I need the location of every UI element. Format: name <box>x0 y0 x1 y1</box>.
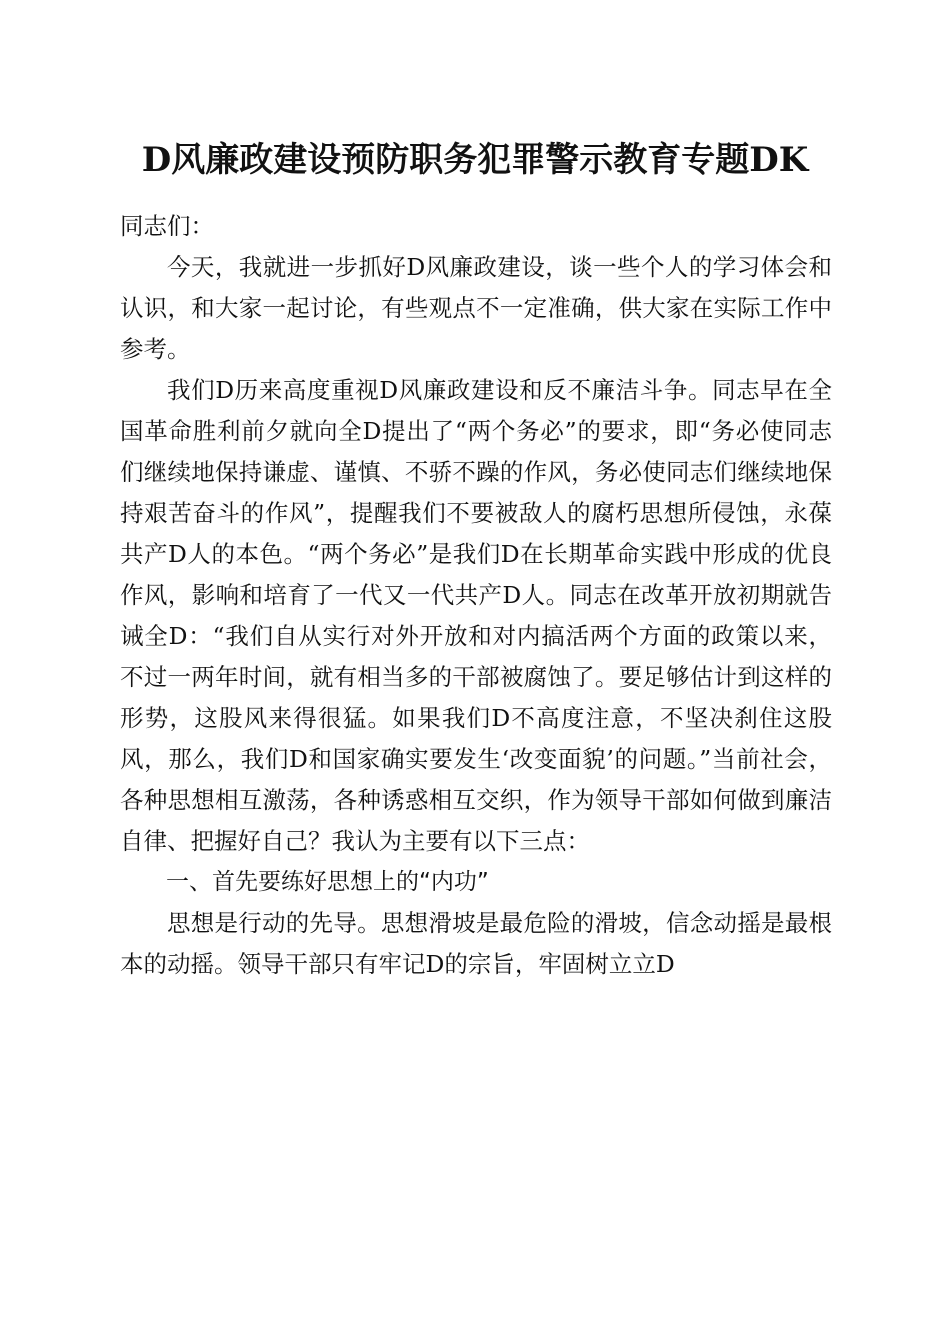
salutation: 同志们： <box>120 212 214 240</box>
document-body <box>120 206 832 985</box>
paragraph-intro: 今天，我就进一步抓好D风廉政建设，谈一些个人的学习体会和认识，和大家一起讨论，有些观点不一定准确，供大家在实际工作中参考。 <box>120 253 832 363</box>
paragraph-section-1: 思想是行动的先导。思想滑坡是最危险的滑坡，信念动摇是最根本的动摇。领导干部只有牢记D的宗旨，牢固树立立D <box>120 909 832 978</box>
document-title: D风廉政建设预防职务犯罪警示教育专题DK <box>141 140 809 180</box>
paragraph-history: 我们D历来高度重视D风廉政建设和反不廉洁斗争。同志早在全国革命胜利前夕就向全D提出了“两个务必”的要求，即“务必使同志们继续地保持谦虚、谨慎、不骄不躁的作风，务必使同志们继续地保持艰苦奋斗的作风”，提醒我们不要被敌人的腐朽思想所侵蚀，永葆共产D人的本色。“两个务必”是我们D在长期革命实践中形成的优良作风，影响和培育了一代又一代共产D人。同志在改革开放初期就告诫全D：“我们自从实行对外开放和对内搞活两个方面的政策以来，不过一两年时间，就有相当多的干部被腐蚀了。要足够估计到这样的形势，这股风来得很猛。如果我们D不高度注意，不坚决刹住这股风，那么，我们D和国家确实要发生‘改变面貌’的问题。”当前社会，各种思想相互激荡，各种诱惑相互交织，作为领导干部如何做到廉洁自律、把握好自己？我认为主要有以下三点： <box>120 376 832 855</box>
section-heading: 一、首先要练好思想上的“内功” <box>166 869 489 895</box>
